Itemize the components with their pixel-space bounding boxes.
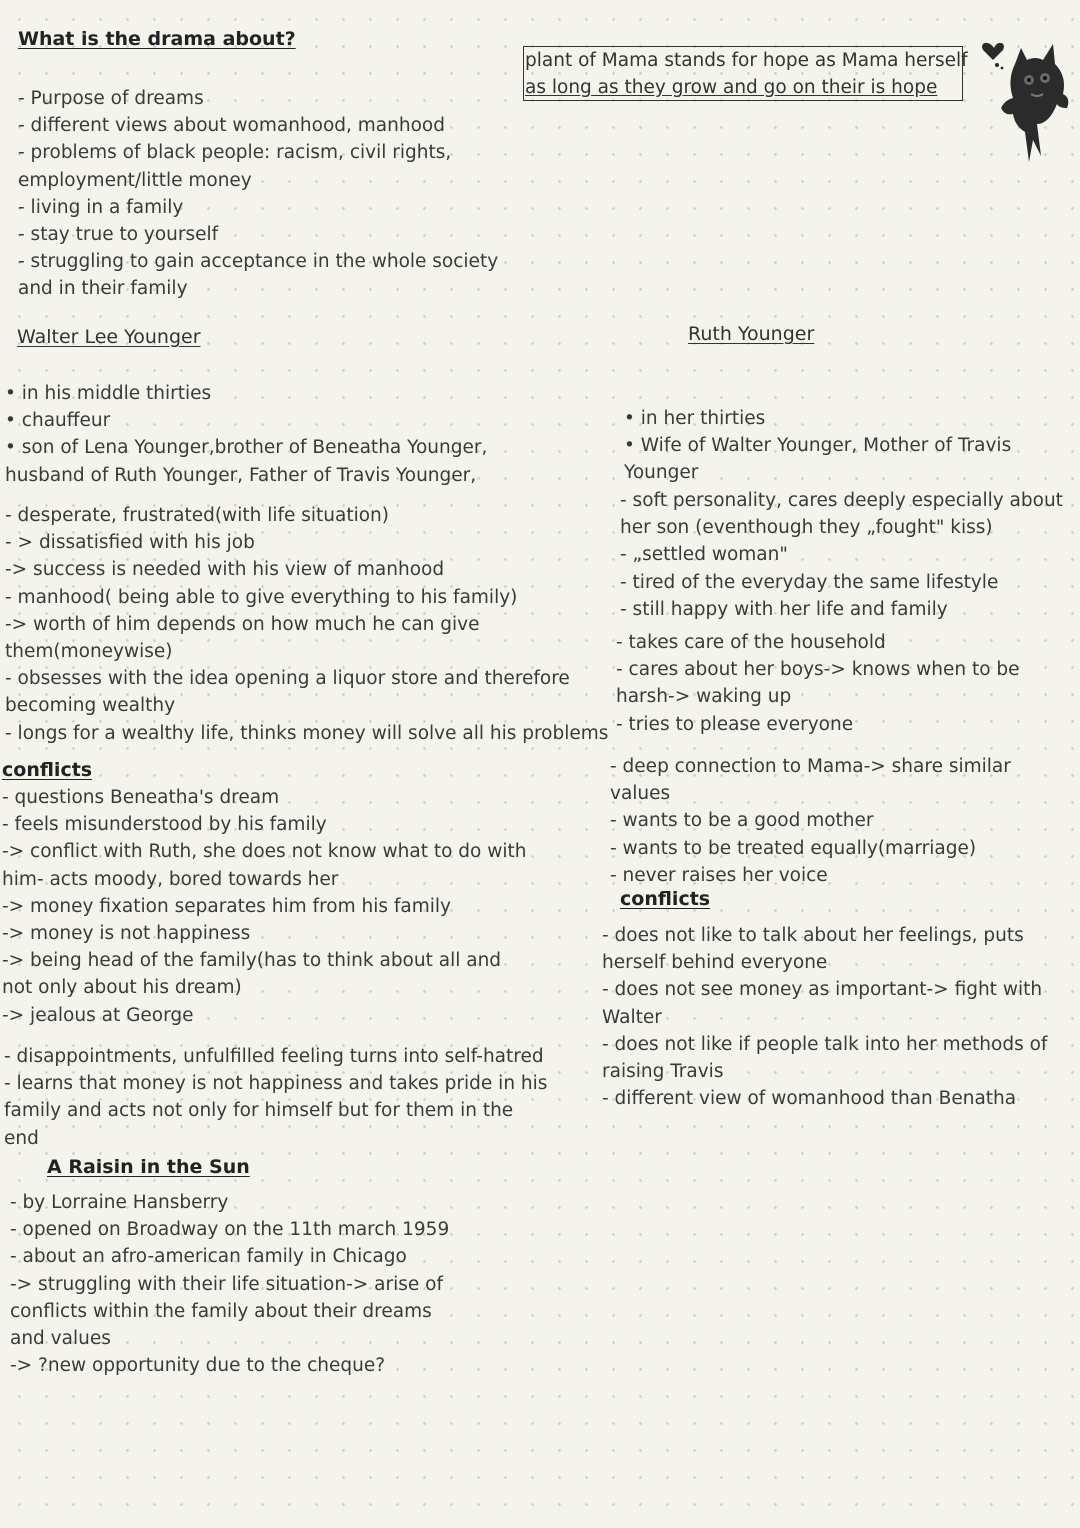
walter-heading: Walter Lee Younger (17, 326, 201, 348)
drama-list (18, 85, 498, 303)
text-line: her son (eventhough they „fought" kiss) (620, 517, 993, 539)
text-line: -> conflict with Ruth, she does not know what to do with (2, 841, 527, 863)
text-line: Younger (624, 462, 699, 484)
text-line: • Wife of Walter Younger, Mother of Travis (624, 435, 1012, 457)
ruth-conflicts-list (602, 922, 1047, 1112)
text-line: -> being head of the family(has to think about all and (2, 950, 502, 972)
text-line: • son of Lena Younger,brother of Beneatha Younger, (5, 437, 488, 459)
ruth-personality-list (620, 487, 1063, 623)
raisin-heading: A Raisin in the Sun (47, 1156, 250, 1178)
text-line: - feels misunderstood by his family (2, 814, 327, 836)
text-line: - desperate, frustrated(with life situation) (5, 505, 389, 526)
text-line: • in his middle thirties (5, 383, 212, 404)
text-line: - tries to please everyone (616, 713, 854, 735)
text-line: - learns that money is not happiness and takes pride in his (4, 1073, 548, 1095)
text-line: not only about his dream) (2, 977, 242, 999)
text-line: -> jealous at George (2, 1004, 194, 1026)
text-line: husband of Ruth Younger, Father of Travis Younger, (5, 464, 477, 486)
text-line: - struggling to gain acceptance in the whole society (18, 251, 499, 273)
text-line: harsh-> waking up (616, 686, 792, 708)
text-line: - soft personality, cares deeply especially about (620, 490, 1063, 511)
drama-heading: What is the drama about? (18, 28, 296, 50)
symbol-note-line-2: as long as they grow and go on their is hope (525, 77, 938, 98)
text-line: - wants to be treated equally(marriage) (610, 837, 977, 859)
text-line: -> worth of him depends on how much he can give (5, 613, 480, 635)
ruth-values-list (610, 753, 1011, 889)
walter-development-list (4, 1043, 547, 1152)
text-line: - opened on Broadway on the 11th march 1959 (10, 1219, 450, 1241)
text-line: - does not see money as important-> fight with (602, 979, 1043, 1001)
text-line: - living in a family (18, 196, 184, 218)
text-line: and values (10, 1327, 111, 1349)
text-line: - „settled woman" (620, 544, 788, 566)
text-line: - deep connection to Mama-> share similar (610, 756, 1011, 777)
text-line: - stay true to yourself (18, 223, 219, 245)
heart-icon (982, 43, 1004, 60)
text-line: - never raises her voice (610, 864, 828, 886)
text-line: raising Travis (602, 1060, 724, 1082)
raisin-list (10, 1189, 449, 1379)
text-line: Walter (602, 1006, 662, 1028)
text-line: - tired of the everyday the same lifestyle (620, 571, 999, 593)
text-line: becoming wealthy (5, 695, 176, 717)
text-line: -> success is needed with his view of manhood (5, 559, 445, 581)
text-line: - about an afro-american family in Chicago (10, 1246, 407, 1268)
text-line: - disappointments, unfulfilled feeling turns into self-hatred (4, 1046, 544, 1067)
symbol-note-line-1: plant of Mama stands for hope as Mama herself (525, 50, 968, 71)
text-line: • in her thirties (624, 408, 766, 429)
text-line: -> money is not happiness (2, 922, 251, 944)
symbol-note-box (523, 46, 968, 101)
text-line: - problems of black people: racism, civil rights, (18, 142, 452, 164)
text-line: family and acts not only for himself but for them in the (4, 1100, 514, 1122)
text-line: - does not like to talk about her feelings, puts (602, 925, 1024, 946)
text-line: - wants to be a good mother (610, 810, 874, 832)
text-line: - longs for a wealthy life, thinks money will solve all his problems (5, 722, 609, 744)
ruth-household-list (616, 629, 1020, 738)
text-line: - questions Beneatha's dream (2, 787, 280, 808)
text-line: - > dissatisfied with his job (5, 532, 255, 554)
text-line: herself behind everyone (602, 952, 828, 974)
ruth-profile-list (624, 405, 1011, 487)
text-line: -> struggling with their life situation-> arise of (10, 1273, 443, 1295)
walter-profile-list (5, 380, 487, 489)
dark-creature-sticker-icon (975, 36, 1079, 166)
text-line: - Purpose of dreams (18, 88, 204, 109)
text-line: values (610, 783, 671, 805)
text-line: -> money fixation separates him from his family (2, 895, 451, 917)
text-line: - still happy with her life and family (620, 598, 948, 620)
text-line: - by Lorraine Hansberry (10, 1192, 229, 1213)
text-line: conflicts within the family about their dreams (10, 1300, 432, 1322)
ruth-heading: Ruth Younger (688, 323, 815, 345)
ruth-conflicts-heading: conflicts (620, 888, 711, 910)
text-line: • chauffeur (5, 410, 111, 432)
text-line: employment/little money (18, 169, 252, 191)
walter-traits-list (5, 502, 608, 747)
text-line: - obsesses with the idea opening a liquor store and therefore (5, 668, 570, 690)
text-line: and in their family (18, 278, 188, 300)
text-line: -> ?new opportunity due to the cheque? (10, 1355, 386, 1377)
text-line: them(moneywise) (5, 640, 173, 662)
walter-conflicts-list (2, 784, 527, 1029)
text-line: - does not like if people talk into her methods of (602, 1033, 1048, 1055)
text-line: - different views about womanhood, manhood (18, 115, 445, 137)
text-line: - cares about her boys-> knows when to be (616, 659, 1020, 681)
text-line: - different view of womanhood than Benatha (602, 1088, 1017, 1110)
text-line: - takes care of the household (616, 632, 886, 653)
walter-conflicts-heading: conflicts (2, 759, 93, 781)
text-line: him- acts moody, bored towards her (2, 868, 339, 890)
text-line: - manhood( being able to give everything to his family) (5, 586, 518, 608)
text-line: end (4, 1127, 39, 1149)
